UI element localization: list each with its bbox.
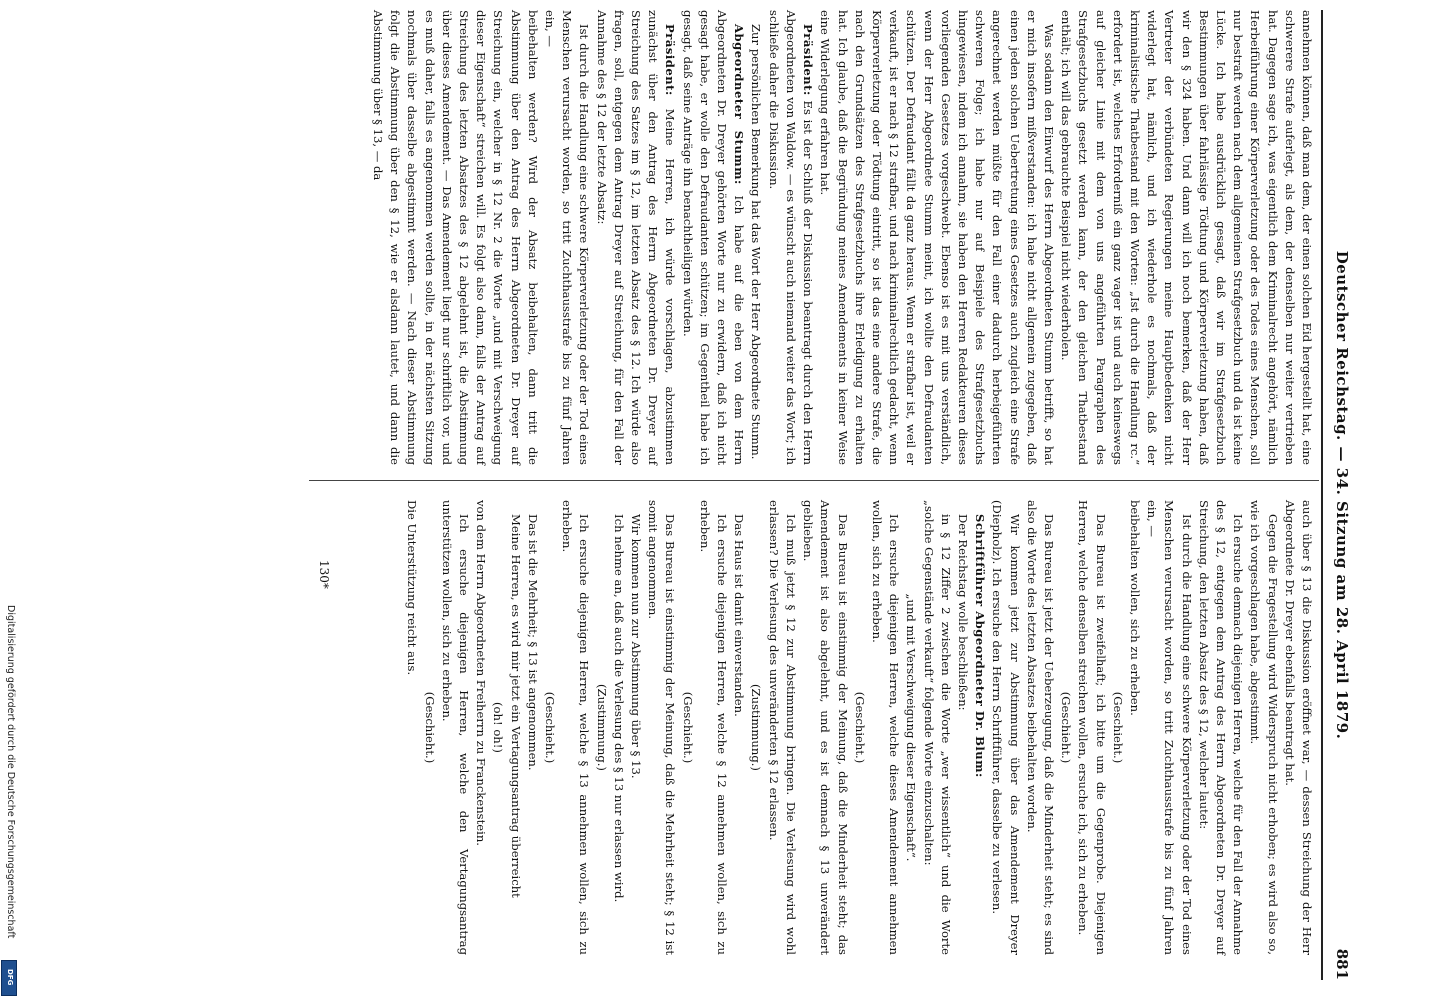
paragraph-text: beibehalten wollen, sich zu erheben. <box>1127 500 1142 716</box>
header-title: Deutscher Reichstag. — 34. Sitzung am 28. April 1879. <box>1333 250 1351 740</box>
paragraph <box>644 500 678 955</box>
paragraph-text: Ich nehme an, daß auch die Verlesung des § 13 nur erlassen wird. <box>611 514 626 903</box>
header-rule <box>1321 10 1323 980</box>
speaker-name: Abgeordneter Stumm: <box>732 24 747 185</box>
paragraph <box>919 500 953 955</box>
paragraph <box>1143 500 1195 955</box>
paragraph-text: Ich muß jetzt § 12 zur Abstimmung bringen. Die Verlesung wird wohl erlassen? Die Verlesung des unveränderten § 12 erlassen. <box>766 500 798 955</box>
paragraph-text: Das ist die Mehrheit; § 13 ist angenommen. <box>525 514 540 771</box>
speaker-name: Schriftführer Abgeordneter Dr. Blum: <box>973 514 988 778</box>
digitization-credit <box>0 605 22 1000</box>
left-column <box>369 10 1315 465</box>
paragraph-text: Ich ersuche diejenigen Herren, welche dieses Amendement annehmen wollen, sich zu erheben. <box>869 500 902 955</box>
paragraph-text: Der Reichstag wolle beschließen: <box>955 514 970 711</box>
page-header <box>1325 10 1351 980</box>
paragraph-text: (Geschieht.) <box>422 691 437 764</box>
paragraph <box>851 500 868 955</box>
footer-mark: 130* <box>317 560 331 589</box>
paragraph <box>1057 10 1315 465</box>
paragraph <box>506 500 523 955</box>
paragraph-text: „und mit Verschweigung dieser Eigenschaft“. <box>904 593 919 862</box>
paragraph-text: Was sodann den Einwurf des Herrn Abgeordneten Stumm betrifft, so hat er mich insofern mißverstanden: ich habe nicht allgemein zugegeben, daß einen jeden solchen Uebertretung eines Gesetzes auch zugleich eine Strafe angerechnet werden müßte für den Fall einer dadurch herbeigeführten schweren Folge; ich habe nur auf Beispiele des Strafgesetzbuchs hingewiesen, indem ich annahm, sie haben den Herren Redakteuren dieses vorliegenden Gesetzes vorgeschwebt. Ebenso ist es mit uns verständlich, wenn der Herr Abgeordnete Stumm meint, ich wollte den Defraudanten schützen. Der Defraudant fällt da ganz heraus. Wenn er strafbar ist, weil er verkauft, ist er nach § 12 strafbar, und nach kriminalrechtlich gedacht, wenn Körperverletzung oder Tödtung eintritt, so ist das eine andere Strafe, die nach den Grundsätzen des Strafgesetzbuchs ihre Erledigung zu erhalten hat. Ich glaube, daß die Begründung meines Amendements in keiner Weise eine Widerlegung erfahren hat. <box>818 10 1056 465</box>
paragraph <box>902 500 919 955</box>
paragraph <box>696 500 730 955</box>
paragraph <box>765 500 799 955</box>
paragraph-text: Das Bureau ist einstimmig der Meinung, daß die Minderheit steht; das Amendement ist also abgelehnt, und es ist demnach § 13 unverändert geblieben. <box>801 500 850 955</box>
paragraph-text: Das Bureau ist jetzt der Ueberzeugung, daß die Minderheit steht; es sind also die Worte des letzten Absatzes beibehalten worden. <box>1024 500 1056 955</box>
paragraph <box>472 500 489 955</box>
paragraph-text: in § 12 Ziffer 2 zwischen die Worte „wer wissentlich“ und die Worte „solche Gegenstände verkauft“ folgende Worte einzuschalten: <box>921 500 953 955</box>
paragraph <box>816 10 1057 465</box>
paragraph <box>592 500 609 955</box>
logo-text: DFG <box>6 969 14 986</box>
paragraph-text: Ist durch die Handlung eine schwere Körperverletzung oder der Tod eines Menschen verursacht worden, so tritt Zuchthausstrafe bis zu fünf Jahren ein, — <box>543 10 592 465</box>
paragraph-text: Meine Herren, es wird mir jetzt ein Vertagungsantrag überreicht <box>508 514 523 898</box>
dfg-logo-icon <box>1 960 17 996</box>
paragraph <box>868 500 902 955</box>
paragraph <box>988 500 1022 955</box>
credit-text: Digitalisierung gefördert durch die Deutsche Forschungsgemeinschaft <box>5 605 16 939</box>
paragraph <box>420 500 437 955</box>
paragraph <box>1246 500 1280 955</box>
paragraph-text: (Zustimmung.) <box>594 684 609 771</box>
paragraph-text: (Geschieht.) <box>1110 691 1125 764</box>
paragraph-text: von dem Herrn Abgeordneten Freiherrn zu Franckenstein. <box>474 500 489 846</box>
paragraph-text: Es ist der Schluß der Diskussion beantragt durch den Herrn Abgeordneten von Waldow. — es wünscht auch niemand weiter das Wort; ich schließe daher die Diskussion. <box>766 10 816 465</box>
paragraph <box>489 500 506 955</box>
speaker-name: Präsident: <box>801 24 816 96</box>
paragraph-text: Ich ersuche diejenigen Herren, welche den Vertagungsantrag unterstützen wollen, sich zu erheben. <box>439 500 472 955</box>
paragraph <box>678 500 695 955</box>
paragraph <box>678 10 747 465</box>
paragraph <box>403 500 420 955</box>
paragraph-text: (Geschieht.) <box>680 691 695 764</box>
paragraph <box>558 500 592 955</box>
paragraph <box>971 500 988 955</box>
paragraph-text: Ich ersuche diejenigen Herren, welche § 13 annehmen wollen, sich zu erheben. <box>560 500 592 955</box>
paragraph-text: annehmen können, daß man dem, der einen solchen Eid hergestellt hat, eine schwerere Strafe auferlegt, als dem, der denselben nur weiter vertrieben hat. Dagegen sage ich, was eigentlich dem Kriminalrecht angehört, nämlich Herbeiführung einer Körperverletzung oder des Todes eines Menschen, soll nur bestraft werden nach dem allgemeinen Strafgesetzbuch und da ist keine Lücke. Ich habe ausdrücklich gesagt, daß wir im Strafgesetzbuch Bestimmungen über fahrlässige Tödtung und Körperverletzung haben, daß wir den § 324 haben. Und dann will ich noch bemerken, daß der Herr Vertreter der verbündeten Regierungen meine Hauptbedenken nicht widerlegt hat, nämlich, und ich wiederhole es nochmals, daß der kriminalistische Thatbestand mit den Worten: „Ist durch die Handlung rc.“ erfordert ist, welches Erforderniß ein ganz vager ist und auch keineswegs auf gleicher Linie mit dem von uns angeführten Paragraphen des Strafgesetzbuchs gesetzt werden kann, der den gleichen Thatbestand enthält; ich will das gebrauchte Beispiel nicht wiederholen. <box>1059 10 1314 465</box>
paragraph-text: Meine Herren, ich würde vorschlagen, abzustimmen zunächst über den Antrag des Herrn Abgeordneten Dr. Dreyer auf Streichung des Satzes im § 12, im letzten Absatz des § 12. Ich würde also fragen, soll, entgegen dem Antrag Dreyer auf Streichung, für den Fall der Annahme des § 12 der letzte Absatz: <box>594 10 678 465</box>
paragraph <box>799 500 851 955</box>
paragraph <box>730 500 747 955</box>
paragraph <box>592 10 678 465</box>
paragraph <box>1057 500 1074 955</box>
paragraph <box>1074 500 1108 955</box>
paragraph-text: Ich habe auf die eben von dem Herrn Abgeordneten Dr. Dreyer gehörten Worte nur zu erwidern, daß ich nicht gesagt habe, er wolle den Defraudanten schützen; im Gegentheil habe ich gesagt, daß seine Anträge ihn benachtheiligen würden. <box>680 10 747 465</box>
paragraph-text: Ist durch die Handlung eine schwere Körperverletzung oder der Tod eines Menschen verursacht worden, so tritt Zuchthausstrafe bis zu fünf Jahren ein, — <box>1145 500 1194 955</box>
paragraph-text: (Geschieht.) <box>1059 691 1074 764</box>
paragraph-text: (Geschieht.) <box>543 691 558 764</box>
paragraph-text: (oh! oh!) <box>491 702 506 753</box>
paragraph <box>1023 500 1057 955</box>
column-divider <box>309 480 1319 481</box>
paragraph-text: Das Haus ist damit einverstanden. <box>732 514 747 717</box>
paragraph <box>610 500 627 955</box>
paragraph-text: auch über § 13 die Diskussion eröffnet war, — dessen Streichung der Herr Abgeordnete Dr. Dreyer ebenfalls beantragt hat. <box>1282 500 1314 955</box>
paragraph-text: beibehalten werden? Wird der Absatz beibehalten, dann tritt die Abstimmung über den Antrag des Herrn Abgeordneten Dr. Dreyer auf Streichung ein, welcher in § 12 Nr. 2 die Worte „und mit Verschweigung dieser Eigenschaft“ streichen will. Es folgt also dann, falls der Antrag auf Streichung des letzten Absatzes des § 12 abgelehnt ist, die Abstimmung über dieses Amendement. — Das Amendement liegt nur schriftlich vor, und es muß daher, falls es angenommen werden sollte, in der nächsten Sitzung nochmals über dasselbe abgestimmt werden. — Nach dieser Abstimmung folgt die Abstimmung über den § 12, wie er alsdann lautet, und dann die Abstimmung über § 13, — da <box>371 10 540 465</box>
paragraph <box>627 500 644 955</box>
paragraph <box>765 10 817 465</box>
paragraph <box>541 10 593 465</box>
speaker-name: Präsident: <box>663 24 678 96</box>
paragraph <box>747 500 764 955</box>
paragraph-text: Zur persönlichen Bemerkung hat das Wort der Herr Abgeordnete Stumm. <box>749 24 764 460</box>
paragraph <box>541 500 558 955</box>
paragraph-text: Ich ersuche demnach diejenigen Herren, welche für den Fall der Annahme des § 12, entgegen dem Antrag des Herrn Abgeordneten Dr. Dreyer auf Streichung, den letzten Absatz des § 12, welcher lautet: <box>1196 500 1246 955</box>
rotated-document <box>71 0 1361 990</box>
right-column <box>403 500 1315 955</box>
paragraph <box>954 500 971 955</box>
paragraph-text: (Geschieht.) <box>852 691 867 764</box>
paragraph <box>1281 500 1315 955</box>
paragraph-text: Gegen die Fragestellung wird Widerspruch nicht erhoben; es wird also so, wie ich vorgeschlagen habe, abgestimmt. <box>1248 500 1280 955</box>
paragraph <box>1195 500 1247 955</box>
paragraph <box>369 10 541 465</box>
paragraph-text: Die Unterstützung reicht aus. <box>405 500 420 676</box>
paragraph-text: Ich ersuche diejenigen Herren, welche § 12 annehmen wollen, sich zu erheben. <box>697 500 730 955</box>
paragraph-text: Das Bureau ist einstimmig der Meinung, daß die Mehrheit steht; § 12 ist somit angenommen. <box>646 500 678 955</box>
paragraph <box>438 500 472 955</box>
paragraph <box>747 10 764 465</box>
paragraph-text: Wir kommen jetzt zur Abstimmung über das Amendement Dreyer (Diepholz). Ich ersuche den Herrn Schriftführer, dasselbe zu verlesen. <box>990 500 1022 955</box>
paragraph <box>1126 500 1143 955</box>
paragraph-text: (Zustimmung.) <box>749 684 764 771</box>
paragraph-text: Wir kommen nun zur Abstimmung über § 13. <box>629 514 644 779</box>
paragraph <box>1109 500 1126 955</box>
page-number: 881 <box>1333 948 1351 980</box>
paragraph-text: Das Bureau ist zweifelhaft; ich bitte um die Gegenprobe. Diejenigen Herren, welche denselben streichen wollen, ersuche ich, sich zu erheben. <box>1076 500 1108 955</box>
paragraph <box>524 500 541 955</box>
